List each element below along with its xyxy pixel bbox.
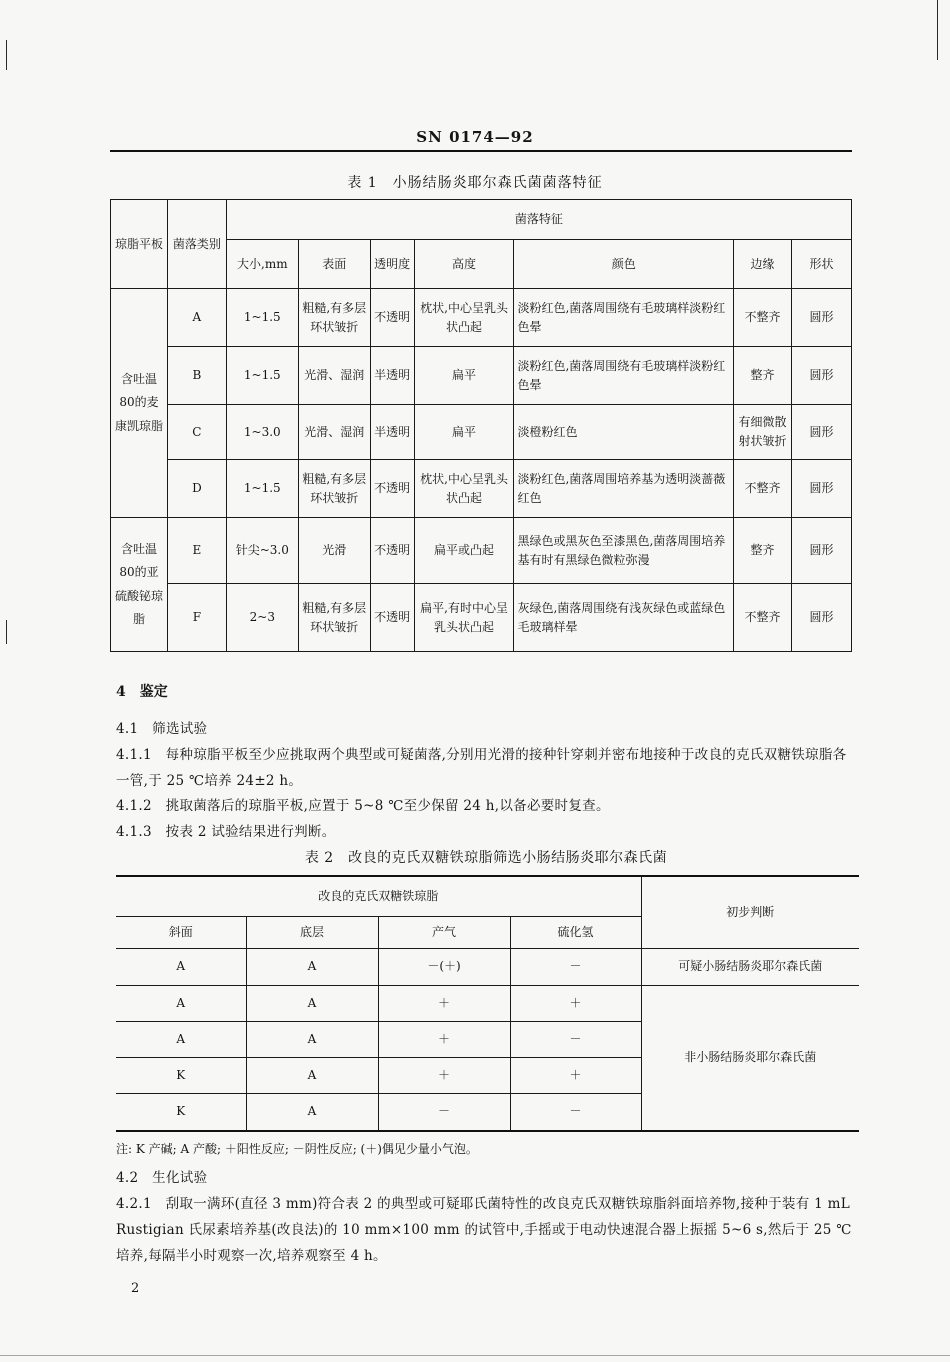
cell: A <box>246 985 378 1021</box>
paragraph: 4.1.3 按表 2 试验结果进行判断。 <box>116 824 336 840</box>
col-butt: 底层 <box>246 916 378 948</box>
col-plate: 琼脂平板 <box>111 200 168 289</box>
cell: －(＋) <box>378 948 510 985</box>
cell: ＋ <box>378 985 510 1021</box>
col-group: 菌落特征 <box>226 200 851 240</box>
cell: ＋ <box>378 1057 510 1093</box>
cell: － <box>510 948 641 985</box>
cell: 圆形 <box>792 405 852 460</box>
col-type: 菌落类别 <box>167 200 226 289</box>
col-shape: 形状 <box>792 240 852 289</box>
table-row <box>111 460 852 518</box>
cell: 2~3 <box>226 584 298 652</box>
cell: － <box>510 1093 641 1131</box>
cell: E <box>167 518 226 584</box>
table2-note: 注: K 产碱; A 产酸; ＋阳性反应; －阴性反应; (＋)偶见少量小气泡。 <box>116 1142 478 1156</box>
subsection-heading: 4.2 生化试验 <box>116 1170 208 1186</box>
cell: ＋ <box>378 1021 510 1057</box>
col-height: 高度 <box>414 240 514 289</box>
paragraph: 4.1.2 挑取菌落后的琼脂平板,应置于 5~8 ℃至少保留 24 h,以备必要时复查。 <box>116 798 610 814</box>
cell: 圆形 <box>792 584 852 652</box>
cell: 粗糙,有多层环状皱折 <box>298 289 370 347</box>
plate-cell: 含吐温80的麦康凯琼脂 <box>111 289 168 518</box>
cell: A <box>246 948 378 985</box>
col-slant: 斜面 <box>116 916 246 948</box>
table1-caption: 表 1 小肠结肠炎耶尔森氏菌菌落特征 <box>347 175 603 191</box>
table-row <box>111 347 852 405</box>
cell: 圆形 <box>792 347 852 405</box>
cell: 黑绿色或黑灰色至漆黑色,菌落周围培养基有时有黑绿色微粒弥漫 <box>514 518 734 584</box>
judge-header: 初步判断 <box>641 876 859 948</box>
group-header: 改良的克氏双糖铁琼脂 <box>116 876 641 916</box>
judge-cell: 可疑小肠结肠炎耶尔森氏菌 <box>641 948 859 985</box>
section-heading: 4 鉴定 <box>116 684 168 700</box>
cell: 扁平或凸起 <box>414 518 514 584</box>
paragraph: 4.2.1 刮取一满环(直径 3 mm)符合表 2 的典型或可疑耶氏菌特性的改良克氏双糖铁琼脂斜面培养物,接种于装有 1 mL Rustigian 氏尿素培养基(改良法)的 10 mm×100 mm 的试管中,手摇或于电动快速混合器上振摇 5~6 s,然后于 25 ℃培养,每隔半小时观察一次,培养观察至 4 h。 <box>116 1196 852 1264</box>
table2-caption: 表 2 改良的克氏双糖铁琼脂筛选小肠结肠炎耶尔森氏菌 <box>304 850 668 866</box>
cell: ＋ <box>510 1057 641 1093</box>
cell: K <box>116 1057 246 1093</box>
table-row <box>111 518 852 584</box>
cell: 有细微散射状皱折 <box>734 405 792 460</box>
cell: 淡粉红色,菌落周围培养基为透明淡蔷薇红色 <box>514 460 734 518</box>
table-row <box>116 985 859 1021</box>
cell: 粗糙,有多层环状皱折 <box>298 460 370 518</box>
scan-edge-left <box>6 620 7 644</box>
page-number: 2 <box>131 1281 140 1296</box>
header-rule <box>110 150 852 152</box>
cell: 圆形 <box>792 460 852 518</box>
cell: 整齐 <box>734 518 792 584</box>
table-row <box>116 948 859 985</box>
cell: 淡粉红色,菌落周围绕有毛玻璃样淡粉红色晕 <box>514 289 734 347</box>
cell: 不整齐 <box>734 289 792 347</box>
cell: 1~3.0 <box>226 405 298 460</box>
cell: F <box>167 584 226 652</box>
cell: A <box>246 1093 378 1131</box>
col-surface: 表面 <box>298 240 370 289</box>
cell: 灰绿色,菌落周围绕有浅灰绿色或蓝绿色毛玻璃样晕 <box>514 584 734 652</box>
cell: 淡粉红色,菌落周围绕有毛玻璃样淡粉红色晕 <box>514 347 734 405</box>
colony-characteristics-table <box>110 199 852 652</box>
table-row <box>111 289 852 347</box>
cell: ＋ <box>510 985 641 1021</box>
cell: 整齐 <box>734 347 792 405</box>
table-row <box>111 405 852 460</box>
cell: 枕状,中心呈乳头状凸起 <box>414 460 514 518</box>
cell: 针尖~3.0 <box>226 518 298 584</box>
plate-cell: 含吐温80的亚硫酸铋琼脂 <box>111 518 168 652</box>
cell: 不透明 <box>370 518 414 584</box>
scan-edge-bottom <box>0 1355 950 1356</box>
cell: 圆形 <box>792 518 852 584</box>
scan-edge-right <box>937 0 938 60</box>
cell: － <box>510 1021 641 1057</box>
table-row <box>111 584 852 652</box>
judge-cell: 非小肠结肠炎耶尔森氏菌 <box>641 985 859 1131</box>
cell: 1~1.5 <box>226 289 298 347</box>
screening-table <box>116 875 859 1132</box>
cell: 不透明 <box>370 460 414 518</box>
cell: A <box>116 948 246 985</box>
cell: A <box>116 1021 246 1057</box>
cell: － <box>378 1093 510 1131</box>
col-clarity: 透明度 <box>370 240 414 289</box>
cell: 扁平 <box>414 405 514 460</box>
cell: 光滑、湿润 <box>298 347 370 405</box>
paragraph: 4.1.1 每种琼脂平板至少应挑取两个典型或可疑菌落,分别用光滑的接种针穿刺并密布地接种于改良的克氏双糖铁琼脂各一管,于 25 ℃培养 24±2 h。 <box>116 747 847 789</box>
document-number: SN 0174—92 <box>416 128 534 146</box>
cell: 扁平 <box>414 347 514 405</box>
cell: 圆形 <box>792 289 852 347</box>
cell: 粗糙,有多层环状皱折 <box>298 584 370 652</box>
cell: 扁平,有时中心呈乳头状凸起 <box>414 584 514 652</box>
cell: A <box>116 985 246 1021</box>
cell: 半透明 <box>370 405 414 460</box>
subsection-heading: 4.1 筛选试验 <box>116 721 208 737</box>
cell: D <box>167 460 226 518</box>
col-size: 大小,mm <box>226 240 298 289</box>
col-edge: 边缘 <box>734 240 792 289</box>
cell: 不透明 <box>370 584 414 652</box>
cell: 不整齐 <box>734 584 792 652</box>
cell: K <box>116 1093 246 1131</box>
col-h2s: 硫化氢 <box>510 916 641 948</box>
cell: 枕状,中心呈乳头状凸起 <box>414 289 514 347</box>
col-gas: 产气 <box>378 916 510 948</box>
cell: A <box>246 1021 378 1057</box>
cell: A <box>246 1057 378 1093</box>
cell: C <box>167 405 226 460</box>
cell: 光滑 <box>298 518 370 584</box>
cell: 半透明 <box>370 347 414 405</box>
cell: 不透明 <box>370 289 414 347</box>
cell: 1~1.5 <box>226 347 298 405</box>
cell: 不整齐 <box>734 460 792 518</box>
cell: 淡橙粉红色 <box>514 405 734 460</box>
scan-edge-left <box>6 40 7 70</box>
col-color: 颜色 <box>514 240 734 289</box>
cell: B <box>167 347 226 405</box>
cell: A <box>167 289 226 347</box>
cell: 光滑、湿润 <box>298 405 370 460</box>
cell: 1~1.5 <box>226 460 298 518</box>
